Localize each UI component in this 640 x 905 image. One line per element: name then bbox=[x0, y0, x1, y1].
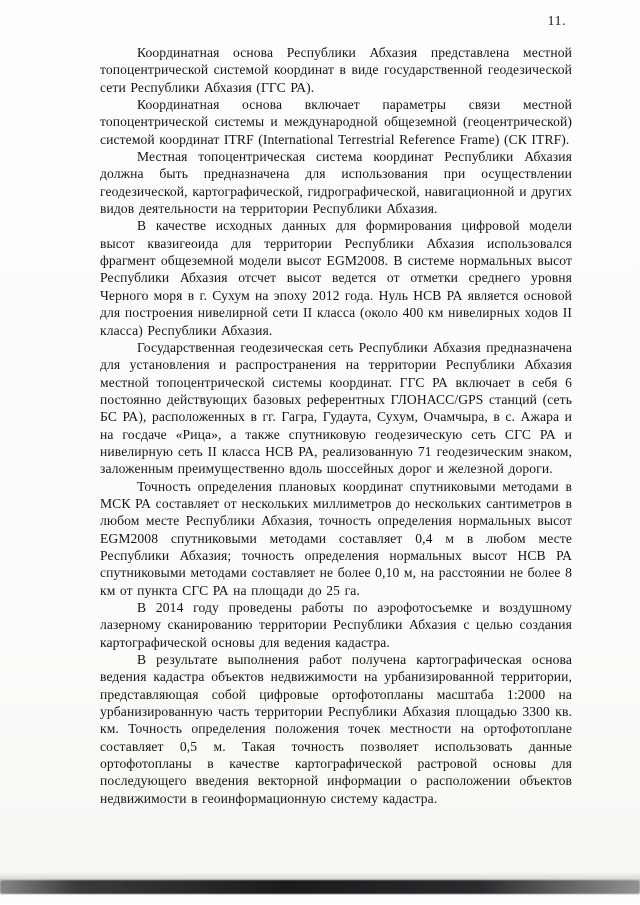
page-number: 11. bbox=[547, 14, 566, 29]
scan-shadow-fade bbox=[0, 872, 640, 880]
text-block bbox=[100, 44, 572, 807]
paragraph-height-model: В качестве исходных данных для формирования цифровой модели высот квазигеоида для территории Республики Абхазия использовался фрагмент общеземной модели высот EGM2008. В системе нормальных высот Республики Абхазия отсчет высот ведется от отметки среднего уровня Черного моря в г. Сухум на эпоху 2012 года. Нуль НСВ РА является основой для построения нивелирной сети II класса (около 400 км нивелирных ходов II класса) Республики Абхазия. bbox=[100, 218, 572, 338]
paragraph-local-system-purpose: Местная топоцентрическая система координат Республики Абхазия должна быть предназначена для использования при осуществлении геодезической, картографической, гидрографической, навигационной и других видов деятельности на территории Республики Абхазия. bbox=[100, 149, 572, 217]
paragraph-orthophoto-results: В результате выполнения работ получена картографическая основа ведения кадастра объектов недвижимости на урбанизированной территории, представляющая собой цифровые ортофотопланы масштаба 1:2000 на урбанизированную часть территории Республики Абхазия площадью 3300 кв. км. Точность определения положения точек местности на ортофотоплане составляет 0,5 м. Такая точность позволяет использовать данные ортофотопланы в качестве картографической растровой основы для последующего введения векторной информации о расположении объектов недвижимости в геоинформационную систему кадастра. bbox=[100, 652, 572, 806]
paragraph-geodetic-network: Государственная геодезическая сеть Республики Абхазия предназначена для установления и распространения на территории Республики Абхазия местной топоцентрической системы координат. ГГС РА включает в себя 6 постоянно действующих базовых референтных ГЛОНАСС/GPS станций (сеть БС РА), расположенных в гг. Гагра, Гудаута, Сухум, Очамчыра, в с. Ажара и на госдаче «Рица», а также спутниковую геодезическую сеть СГС РА и нивелирную сеть II класса НСВ РА, реализованную 71 геодезическим знаком, заложенным преимущественно вдоль шоссейных дорог и железной дороги. bbox=[100, 339, 572, 477]
paragraph-coordinate-basis: Координатная основа Республики Абхазия представлена местной топоцентрической системой координат в виде государственной геодезической сети Республики Абхазия (ГГС РА). bbox=[100, 45, 572, 95]
scan-edge-artifact bbox=[0, 880, 640, 894]
paragraph-aerial-survey-2014: В 2014 году проведены работы по аэрофотосъемке и воздушному лазерному сканированию территории Республики Абхазия с целью создания картографической основы для ведения кадастра. bbox=[100, 600, 572, 650]
paragraph-accuracy: Точность определения плановых координат спутниковыми методами в МСК РА составляет от нескольких миллиметров до нескольких сантиметров в любом месте Республики Абхазия, точность определения нормальных высот EGM2008 спутниковыми методами составляет 0,4 м в любом месте Республики Абхазия; точность определения нормальных высот НСВ РА спутниковыми методами составляет не более 0,10 м, на расстоянии не более 8 км от пункта СГС РА на площади до 25 га. bbox=[100, 478, 572, 598]
paragraph-itrf-link: Координатная основа включает параметры связи местной топоцентрической системы и международной общеземной (геоцентрической) системой координат ITRF (International Terrestrial Reference Frame) (СК ITRF). bbox=[100, 97, 572, 147]
